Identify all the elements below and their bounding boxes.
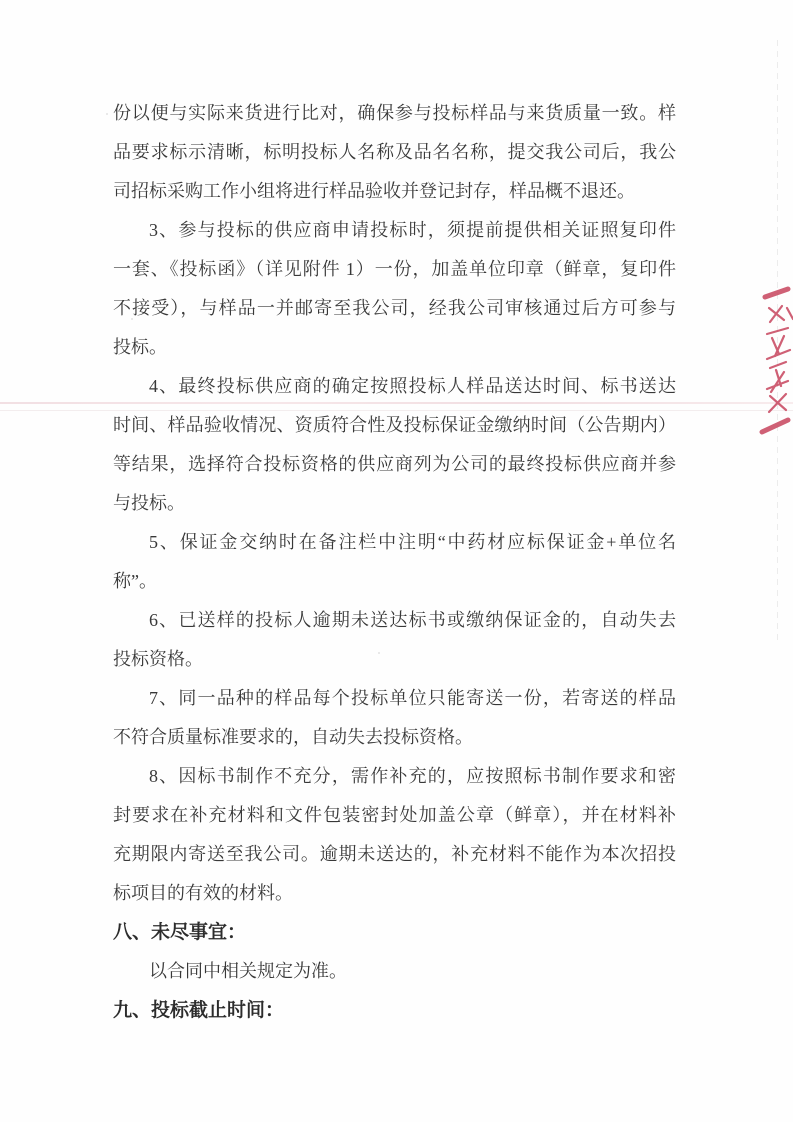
text-line: 时间、样品验收情况、资质符合性及投标保证金缴纳时间（公告期内） — [113, 415, 676, 435]
text-line: 标项目的有效的材料。 — [113, 883, 293, 903]
paragraph — [113, 523, 676, 601]
text-line: 封要求在补充材料和文件包装密封处加盖公章（鲜章），并在材料补 — [113, 805, 676, 825]
section-heading — [113, 913, 676, 952]
text-line: 不接受），与样品一并邮寄至我公司，经我公司审核通过后方可参与 — [113, 298, 676, 318]
text-line: 充期限内寄送至我公司。逾期未送达的，补充材料不能作为本次招投 — [113, 844, 676, 864]
text-line: 称”。 — [113, 571, 157, 591]
paragraph — [113, 94, 676, 211]
text-line: 份以便与实际来货进行比对，确保参与投标样品与来货质量一致。样 — [113, 103, 676, 123]
text-line: 5、保证金交纳时在备注栏中注明“中药材应标保证金+单位名 — [149, 532, 676, 552]
text-line: 6、已送样的投标人逾期未送达标书或缴纳保证金的，自动失去 — [149, 610, 676, 630]
text-line: 一套、《投标函》（详见附件 1）一份，加盖单位印章（鲜章，复印件 — [113, 259, 676, 279]
scan-speck — [106, 113, 108, 115]
paragraph — [113, 601, 676, 679]
paragraph — [113, 952, 676, 991]
section-heading — [113, 991, 676, 1030]
text-line: 品要求标示清晰，标明投标人名称及品名名称，提交我公司后，我公 — [113, 142, 676, 162]
text-line: 投标资格。 — [113, 649, 203, 669]
text-line: 以合同中相关规定为准。 — [149, 961, 347, 981]
text-line: 4、最终投标供应商的确定按照投标人样品送达时间、标书送达 — [149, 376, 676, 396]
text-line: 九、投标截止时间： — [113, 1000, 285, 1021]
text-line: 3、参与投标的供应商申请投标时，须提前提供相关证照复印件 — [149, 220, 676, 240]
paragraph — [113, 757, 676, 913]
text-line: 八、未尽事宜： — [113, 922, 247, 943]
text-line: 与投标。 — [113, 493, 185, 513]
text-line: 等结果，选择符合投标资格的供应商列为公司的最终投标供应商并参 — [113, 454, 676, 474]
document-body — [113, 94, 676, 1030]
paragraph — [113, 679, 676, 757]
text-line: 不符合质量标准要求的，自动失去投标资格。 — [113, 727, 473, 747]
text-line: 司招标采购工作小组将进行样品验收并登记封存，样品概不退还。 — [113, 181, 635, 201]
text-line: 投标。 — [113, 337, 167, 357]
text-line: 8、因标书制作不充分，需作补充的，应按照标书制作要求和密 — [149, 766, 676, 786]
text-line: 7、同一品种的样品每个投标单位只能寄送一份，若寄送的样品 — [149, 688, 676, 708]
paragraph — [113, 211, 676, 367]
paragraph — [113, 367, 676, 523]
red-pen-annotation — [757, 286, 793, 436]
